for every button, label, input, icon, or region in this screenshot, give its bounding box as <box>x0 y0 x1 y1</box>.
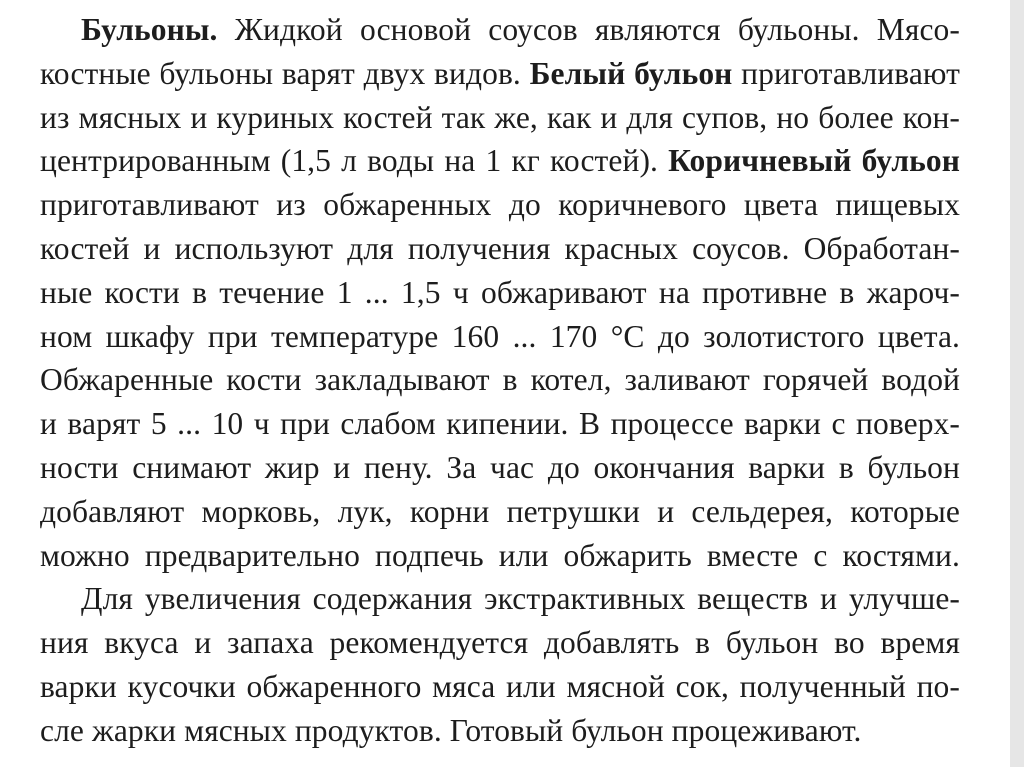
text-line: ния вкуса и запаха рекомендуется добавлять в бульон во время <box>40 625 960 661</box>
text-line: ности снимают жир и пену. За час до окончания варки в бульон <box>40 449 960 485</box>
text-segment: центрированным (1,5 л воды на 1 кг костей). <box>40 143 669 179</box>
text-line <box>40 139 960 183</box>
paragraph-bouillons <box>40 8 960 577</box>
text-line: ном шкафу при температуре 160 ... 170 °С до золотистого цвета. <box>40 318 960 354</box>
text-line: можно предварительно подпечь или обжарить вместе с костями. <box>40 537 960 573</box>
text-line <box>40 8 960 52</box>
text-line: ные кости в течение 1 ... 1,5 ч обжаривают на противне в жароч- <box>40 274 960 310</box>
term-bouillons: Бульоны. <box>81 12 218 47</box>
text-line: из мясных и куриных костей так же, как и для супов, но более кон- <box>40 99 960 135</box>
paragraph-extractives <box>40 577 960 752</box>
document-page <box>40 8 960 764</box>
text-line: Обжаренные кости закладывают в котел, заливают горячей водой <box>40 362 960 398</box>
text-line <box>40 52 960 96</box>
text-line: сле жарки мясных продуктов. Готовый бульон процеживают. <box>40 712 862 748</box>
page-edge <box>1010 0 1024 767</box>
text-line: и варят 5 ... 10 ч при слабом кипении. В процессе варки с поверх- <box>40 406 960 442</box>
text-line: костей и используют для получения красных соусов. Обработан- <box>40 230 960 266</box>
text-line: добавляют морковь, лук, корни петрушки и сельдерея, которые <box>40 493 960 529</box>
text-segment: приготавливают <box>732 55 960 91</box>
text-segment: Жидкой основой соусов являются бульоны. Мясо- <box>217 12 960 47</box>
text-segment: костные бульоны варят двух видов. <box>40 55 530 91</box>
term-brown-bouillon: Коричневый бульон <box>668 143 960 179</box>
term-white-bouillon: Белый бульон <box>529 55 733 91</box>
text-line: Для увеличения содержания экстрактивных веществ и улучше- <box>81 581 960 617</box>
text-line: приготавливают из обжаренных до коричневого цвета пищевых <box>40 187 960 223</box>
text-line: варки кусочки обжаренного мяса или мясной сок, полученный по- <box>40 668 960 704</box>
